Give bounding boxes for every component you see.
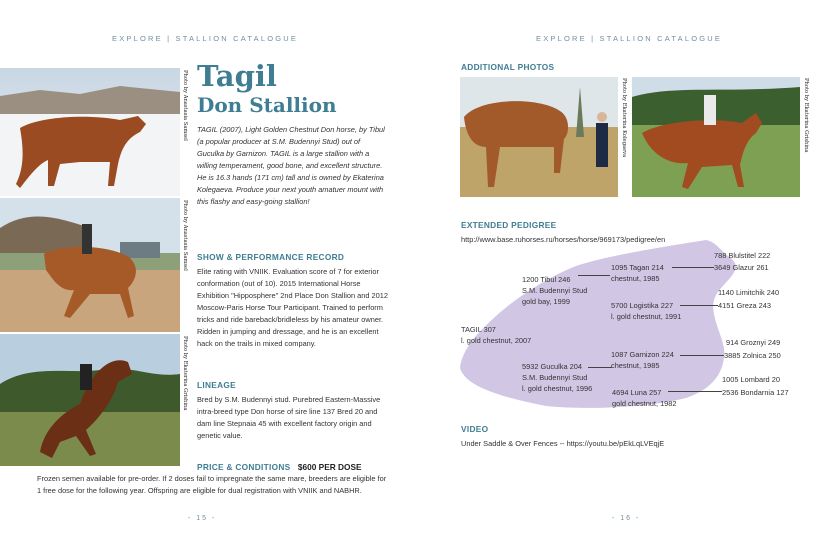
page-number-right: - 16 - xyxy=(612,515,641,522)
pedigree-line xyxy=(672,267,714,268)
photo-credit: Photo by Ekaterina Kolegaeva xyxy=(621,78,627,158)
stallion-photo-trot xyxy=(632,77,800,197)
stallion-photo-snow xyxy=(0,68,180,196)
additional-photos-heading: ADDITIONAL PHOTOS xyxy=(461,62,555,72)
pedigree-heading: EXTENDED PEDIGREE xyxy=(461,220,557,230)
pedigree-link[interactable]: http://www.base.ruhorses.ru/horses/horse/969173/pedigree/en xyxy=(461,235,666,244)
show-record-heading: SHOW & PERFORMANCE RECORD xyxy=(197,252,345,262)
stallion-photo-canter xyxy=(0,198,180,332)
pedigree-sss: 788 Blulstitel 222 xyxy=(714,251,771,260)
pedigree-ssd: 3649 Glazur 261 xyxy=(714,263,769,272)
price-heading: PRICE & CONDITIONS xyxy=(197,462,291,472)
pedigree-sdd: 4151 Greza 243 xyxy=(718,301,772,310)
pedigree-ddd: 2536 Bondarnia 127 xyxy=(722,388,789,397)
pedigree-dam-dam: 4694 Luna 257 gold chestnut, 1982 xyxy=(612,388,677,408)
photo-credit: Photo by Anastasia Samsel xyxy=(182,200,188,271)
page-number-left: - 15 - xyxy=(188,515,217,522)
pedigree-sds: 1140 Limitchik 240 xyxy=(718,288,780,297)
pedigree-sire-sire: 1095 Tagan 214 chestnut, 1985 xyxy=(611,263,664,283)
pedigree-subject: TAGIL 307 l. gold chestnut, 2007 xyxy=(461,325,532,345)
pedigree-sire: 1200 Tibul 246 S.M. Budennyi Stud gold bay, 1999 xyxy=(522,275,588,306)
photo-credit: Photo by Ekaterina Grishina xyxy=(182,336,188,411)
pedigree-dam-sire: 1087 Garnizon 224 chestnut, 1985 xyxy=(611,350,674,370)
video-heading: VIDEO xyxy=(461,424,489,434)
pedigree-sire-dam: 5700 Logistika 227 l. gold chestnut, 1991 xyxy=(611,301,682,321)
price-text: Frozen semen available for pre-order. If 2 doses fail to impregnate the same mare, breeders are eligible for 1 free dose for the following year. Offspring are eligible for dual registration with VNIIK and NABHR. xyxy=(37,474,387,495)
pedigree-line xyxy=(680,305,718,306)
pedigree-dds: 1005 Lombard 20 xyxy=(722,375,780,384)
page-subtitle: Don Stallion xyxy=(197,93,337,117)
pedigree-dss: 914 Groznyi 249 xyxy=(726,338,781,347)
show-record-text: Elite rating with VNIIK. Evaluation score of 7 for exterior conformation (out of 10). 2015 International Horse Exhibition "Hipposphere" 2nd Place Don Stallion and 2012 Moscow-Paris Horse Tour Participant. Trained to perform tricks and ride bareback/bridleless by his amateur owner. Ridden in jumping and dressage, and he is an excellent hack on the trails in mixed company. xyxy=(197,267,388,348)
page-header-right: EXPLORE | STALLION CATALOGUE xyxy=(536,34,723,43)
page-title: Tagil xyxy=(197,59,277,93)
lineage-heading: LINEAGE xyxy=(197,380,236,390)
pedigree-dam: 5932 Guculka 204 S.M. Budennyi Stud l. gold chestnut, 1996 xyxy=(522,362,593,393)
lineage-text: Bred by S.M. Budennyi stud. Purebred Eastern-Massive intra-breed type Don horse of sire line 137 Bred 20 and dam line Stepnaia 45 with excellent factory origin and genetic value. xyxy=(197,395,381,440)
stallion-photo-handler xyxy=(460,77,618,197)
price-value: $600 PER DOSE xyxy=(297,462,362,472)
video-link[interactable]: Under Saddle & Over Fences -- https://youtu.be/pEkLqLVEqjE xyxy=(461,439,665,448)
intro-paragraph: TAGIL (2007), Light Golden Chestnut Don horse, by Tibul (a popular producer at S.M. Budennyi Stud) out of Guculka by Garnizon. TAGIL is a large stallion with a willing temperament, good bone, and excellent structure. He is 16.3 hands (171 cm) tall and is owned by Ekaterina Kolegaeva. Produce your next youth amatuer mount with this flashy and easy-going stallion! xyxy=(197,125,385,206)
pedigree-line xyxy=(680,355,724,356)
page-header-left: EXPLORE | STALLION CATALOGUE xyxy=(112,34,299,43)
photo-credit: Photo by Ekaterina Grishina xyxy=(803,78,809,153)
pedigree-dsd: 3885 Zolnica 250 xyxy=(724,351,781,360)
photo-credit: Photo by Anastasia Samsel xyxy=(182,70,188,141)
stallion-photo-rearing xyxy=(0,334,180,466)
